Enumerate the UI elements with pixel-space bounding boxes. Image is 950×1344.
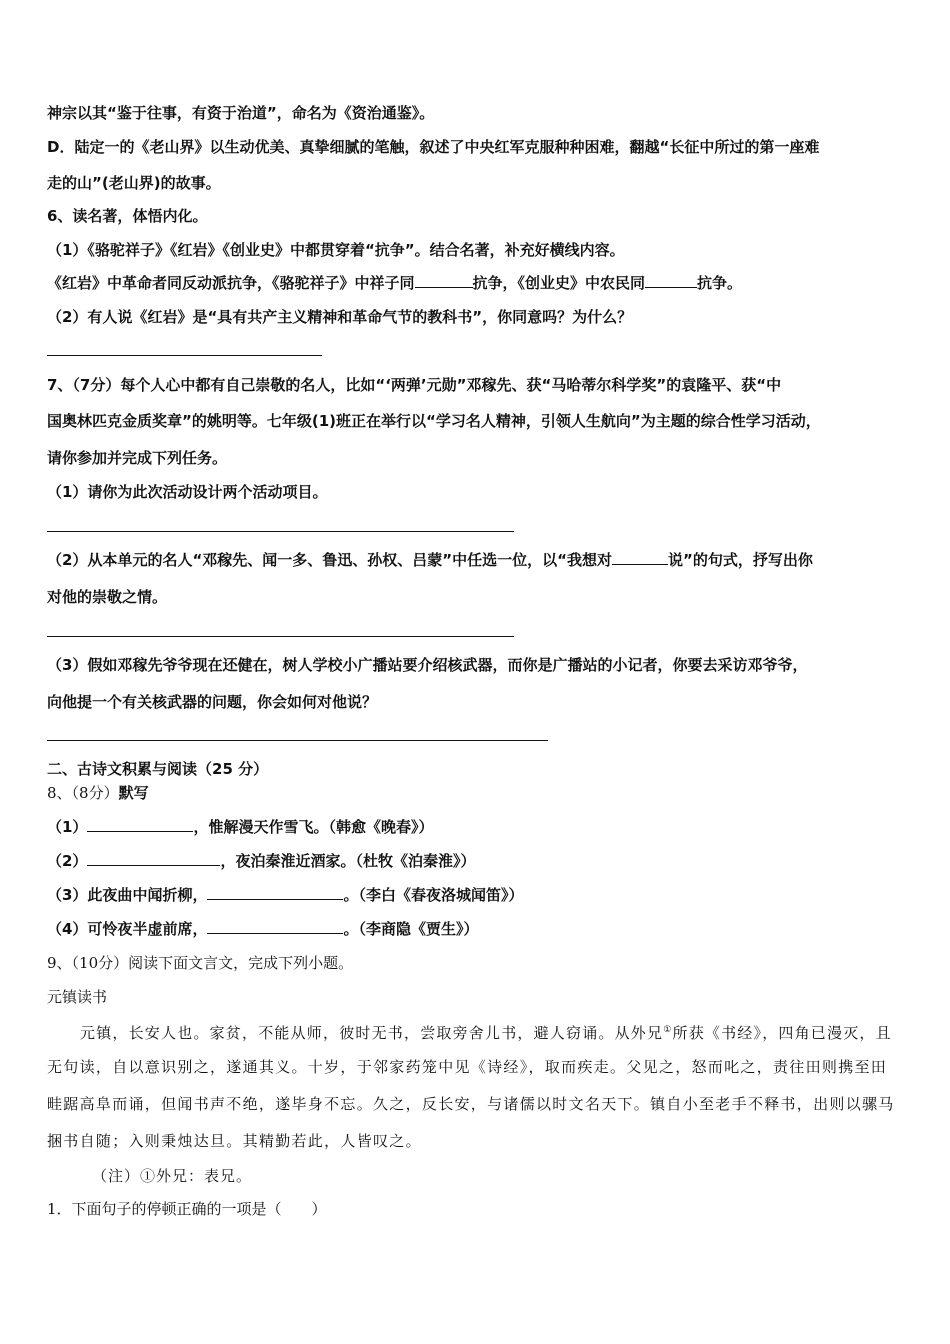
q7-p2-line2: 对他的崇敬之情。 <box>47 588 168 606</box>
q8-l4-text-b: 。（李商隐《贾生》） <box>343 920 479 938</box>
q5-d-line1: 陆定一的《老山界》以生动优美、真挚细腻的笔触，叙述了中央红军克服种种困难，翻越“长征中所过的第一座难 <box>74 138 820 156</box>
q8-line3 <box>47 885 523 905</box>
q8-l3-text-a: （3）此夜曲中闻折柳， <box>47 886 208 904</box>
footnote-marker: ① <box>663 1025 673 1035</box>
answer-blank[interactable] <box>87 851 220 866</box>
q7-line3: 请你参加并完成下列任务。 <box>47 449 228 467</box>
q8-l3-text-b: 。（李白《春夜洛城闻笛》） <box>343 886 524 904</box>
answer-blank[interactable] <box>612 550 668 565</box>
q6-p2-prompt: （2）有人说《红岩》是“具有共产主义精神和革命气节的教科书”，你同意吗？为什么？ <box>47 308 633 326</box>
answer-blank[interactable] <box>207 919 343 934</box>
q8-title <box>47 783 149 803</box>
q5-d-label: D． <box>47 138 75 156</box>
answer-blank[interactable] <box>207 885 343 900</box>
q6-title: 6、读名著，体悟内化。 <box>47 207 208 225</box>
passage-note: （注）①外兄：表兄。 <box>92 1167 253 1185</box>
q6-p1-text-a: 《红岩》中革命者同反动派抗争，《骆驼祥子》中祥子同 <box>47 274 415 292</box>
q7-p2-text-a: （2）从本单元的名人“邓稼先、闻一多、鲁迅、孙权、吕蒙”中任选一位，以“我想对 <box>47 551 613 569</box>
answer-blank[interactable] <box>645 273 697 288</box>
q6-p1-text-b: 抗争，《创业史》中农民同 <box>472 274 646 292</box>
q8-title-text: 默写 <box>118 784 149 802</box>
q8-line2 <box>47 851 475 871</box>
q8-l1-text: ，惟解漫天作雪飞。（韩愈《晚春》） <box>193 818 434 836</box>
q7-p1: （1）请你为此次活动设计两个活动项目。 <box>47 483 328 501</box>
answer-line[interactable] <box>47 531 514 532</box>
answer-line[interactable] <box>47 740 548 741</box>
q8-l2-num: （2） <box>47 852 88 870</box>
answer-blank[interactable] <box>415 273 473 288</box>
passage-line1-b: 所获《书经》，四角已漫灭，且 <box>672 1024 892 1042</box>
passage-line3: 畦踞高阜而诵，但闻书声不绝，遂毕身不忘。久之，反长安，与诸儒以时文名天下。镇自小至老手不释书，出则以骡马 <box>47 1095 895 1113</box>
q5-d-line2: 走的山”(老山界)的故事。 <box>47 174 221 192</box>
q7-p2-text-b: 说”的句式，抒写出你 <box>668 551 813 569</box>
q5-c-tail: 神宗以其“鉴于往事，有资于治道”，命名为《资治通鉴》。 <box>47 104 435 122</box>
q7-p3-line2: 向他提一个有关核武器的问题，你会如何对他说？ <box>47 693 378 711</box>
q5-option-d <box>47 137 819 157</box>
q6-p1-fill-line <box>47 273 742 293</box>
q9-title: 9、（10分）阅读下面文言文，完成下列小题。 <box>47 954 354 972</box>
q8-title-num: 8、（8分） <box>47 784 119 802</box>
answer-blank[interactable] <box>87 817 193 832</box>
passage-line4: 捆书自随；入则秉烛达旦。其精勤若此，人皆叹之。 <box>47 1132 422 1150</box>
q8-l1-num: （1） <box>47 818 88 836</box>
q7-line2: 国奥林匹克金质奖章”的姚明等。七年级(1)班正在举行以“学习名人精神，引领人生航向”为主题的综合性学习活动， <box>47 412 821 430</box>
q7-line1: 7、（7分）每个人心中都有自己崇敬的名人，比如“‘两弹’元勋”邓稼先、获“马哈蒂尔科学奖”的袁隆平、获“中 <box>47 376 782 394</box>
passage-line1-a: 元镇，长安人也。家贫，不能从师，彼时无书，尝取旁舍儿书，避人窃诵。从外兄 <box>80 1024 664 1042</box>
section-heading: 二、古诗文积累与阅读（25 分） <box>47 760 269 778</box>
q8-l4-text-a: （4）可怜夜半虚前席， <box>47 920 208 938</box>
q7-p3-line1: （3）假如邓稼先爷爷现在还健在，树人学校小广播站要介绍核武器，而你是广播站的小记者，你要去采访邓爷爷， <box>47 656 808 674</box>
q8-l2-text: ，夜泊秦淮近酒家。（杜牧《泊秦淮》） <box>220 852 476 870</box>
answer-line[interactable] <box>47 355 322 356</box>
passage-line1 <box>80 1020 892 1043</box>
q8-line4 <box>47 919 478 939</box>
passage-line2: 无句读，自以意识别之，遂通其义。十岁，于邻家药笼中见《诗经》，取而疾走。父见之，怒而叱之，责往田则携至田 <box>47 1058 888 1076</box>
q6-p1-prompt: （1）《骆驼祥子》《红岩》《创业史》中都贯穿着“抗争”。结合名著，补充好横线内容。 <box>47 241 625 259</box>
q9-sub1: 1．下面句子的停顿正确的一项是（ ） <box>47 1200 327 1218</box>
passage-title: 元镇读书 <box>47 988 108 1006</box>
q7-p2-line1 <box>47 550 813 570</box>
q8-line1 <box>47 817 433 837</box>
answer-line[interactable] <box>47 636 514 637</box>
q6-p1-text-c: 抗争。 <box>697 274 743 292</box>
